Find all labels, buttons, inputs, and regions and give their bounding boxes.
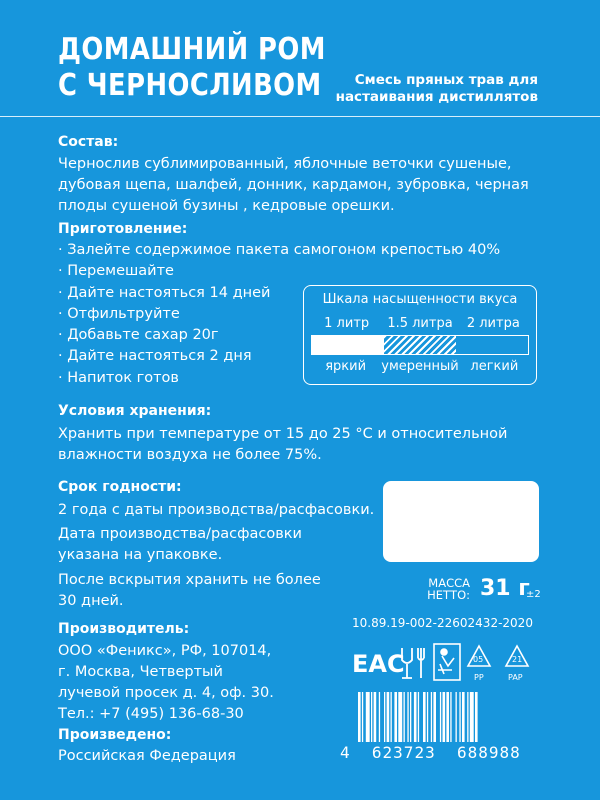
- storage-text: Хранить при температуре от 15 до 25 °С и относительной влажности воздуха не более 75%.: [58, 426, 508, 463]
- glass-fork-icon: [402, 648, 424, 678]
- scale-levels: яркий умеренный легкий: [325, 359, 519, 374]
- list-item: · Напиток готов: [58, 368, 500, 389]
- composition-text: Чернослив сублимированный, яблочные веточки сушеные, дубовая щепа, шалфей, донник, кардамон, зубровка, черная плоды сушеной бузины , кедровые орешки.: [58, 156, 529, 214]
- flavor-scale: [303, 285, 537, 385]
- scale-volumes: 1 литр 1.5 литра 2 литра: [324, 316, 520, 331]
- list-item: · Дайте настояться 2 дня: [58, 346, 500, 367]
- origin-heading: Произведено:: [58, 727, 172, 743]
- scale-bar: [311, 335, 529, 355]
- svg-text:PAP: PAP: [508, 673, 523, 682]
- scale-segment-light: [456, 336, 528, 354]
- shelf-line1: 2 года с даты производства/расфасовки.: [58, 502, 375, 518]
- product-title: ДОМАШНИЙ РОМ С ЧЕРНОСЛИВОМ: [58, 32, 326, 103]
- recycle-bin-icon: [434, 644, 460, 680]
- preparation-heading: Приготовление:: [58, 221, 188, 237]
- origin-country: Российская Федерация: [58, 748, 236, 764]
- scale-segment-strong: [312, 336, 384, 354]
- shelf-line3: После вскрытия хранить не более 30 дней.: [58, 572, 321, 609]
- scale-title: Шкала насыщенности вкуса: [322, 292, 518, 307]
- composition-heading: Состав:: [58, 134, 119, 150]
- recycle-pap-icon: [506, 646, 528, 682]
- list-item: · Дайте настояться 14 дней: [58, 283, 500, 304]
- mass-tolerance: ±2: [526, 589, 541, 600]
- svg-text:05: 05: [473, 655, 484, 664]
- mass-value: 31 г: [480, 576, 530, 601]
- scale-segment-moderate: [384, 336, 456, 354]
- storage-heading: Условия хранения:: [58, 403, 212, 419]
- mass-label: МАССА НЕТТО:: [427, 576, 470, 602]
- shelf-heading: Срок годности:: [58, 479, 182, 495]
- date-stamp-area: [383, 481, 539, 562]
- barcode-number: 4 623723 688988: [340, 743, 521, 762]
- barcode: [350, 690, 540, 750]
- list-item: · Отфильтруйте: [58, 304, 500, 325]
- product-subtitle: Смесь пряных трав для настаивания дистиллятов: [335, 72, 538, 105]
- manufacturer-text: ООО «Феникс», РФ, 107014, г. Москва, Четвертый лучевой просек д. 4, оф. 30. Тел.: +7 (495) 136-68-30: [58, 643, 274, 722]
- certification-icons: [352, 640, 542, 686]
- list-item: · Залейте содержимое пакета самогоном крепостью 40%: [58, 240, 500, 261]
- manufacturer-heading: Производитель:: [58, 621, 190, 637]
- divider: [0, 116, 600, 117]
- spec-code: 10.89.19-002-22602432-2020: [352, 616, 533, 630]
- recycle-pp-icon: [468, 646, 490, 682]
- shelf-line2: Дата производства/расфасовки указана на упаковке.: [58, 526, 302, 563]
- list-item: · Перемешайте: [58, 261, 500, 282]
- list-item: · Добавьте сахар 20г: [58, 325, 500, 346]
- eac-icon: ЕАС: [352, 650, 405, 678]
- svg-text:21: 21: [512, 655, 523, 664]
- svg-text:PP: PP: [474, 673, 484, 682]
